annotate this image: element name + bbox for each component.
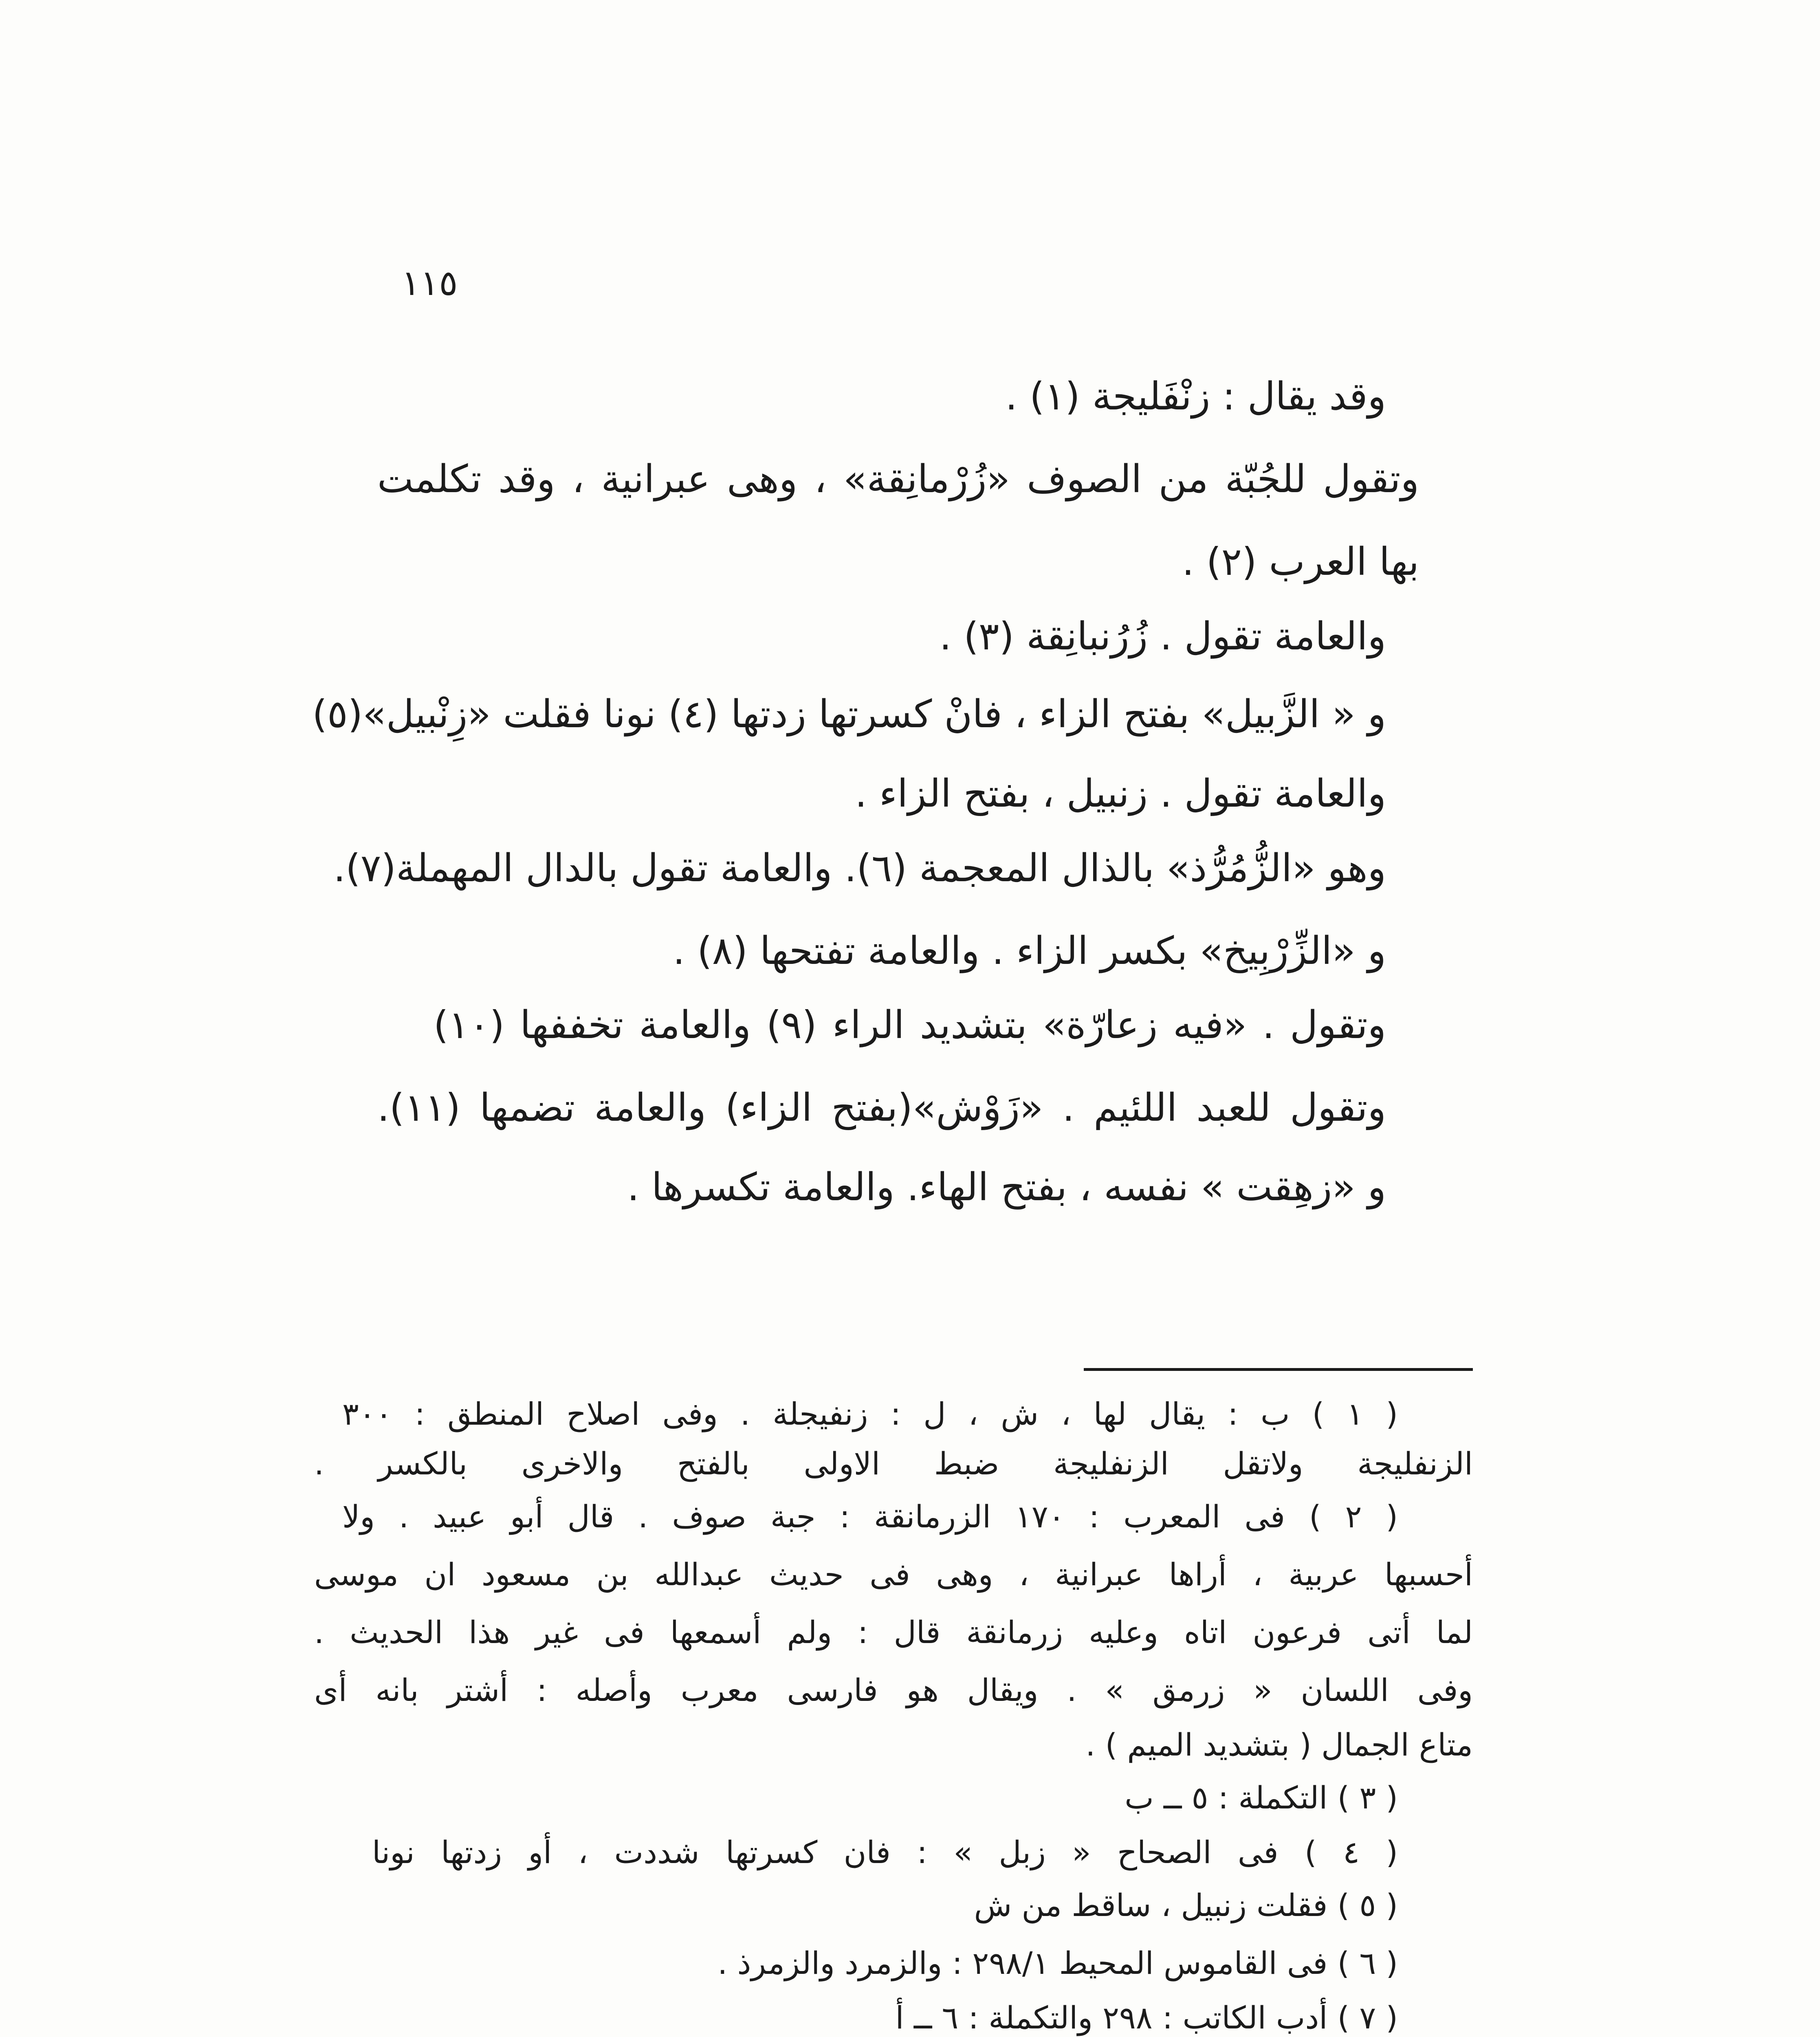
main-text-line: بها العرب (٢) . bbox=[1182, 540, 1419, 584]
footnote-line: ( ٦ ) فى القاموس المحيط ٢٩٨/١ : والزمرد والزمرذ . bbox=[717, 1945, 1398, 1981]
main-text-line: وقد يقال : زنْفَليجة (١) . bbox=[1005, 374, 1386, 419]
footnote-line: متاع الجمال ( بتشديد الميم ) . bbox=[1085, 1727, 1473, 1763]
footnote-line: ( ٣ ) التكملة : ٥ ــ ب bbox=[1125, 1780, 1398, 1816]
footnote-line: وفى اللسان « زرمق » . ويقال هو فارسى معرب وأصله : أشتر بانه أى bbox=[314, 1672, 1473, 1708]
main-text-line: وتقول للعبد اللئيم . «زَوْش»(بفتح الزاء) والعامة تضمها (١١). bbox=[377, 1086, 1386, 1130]
main-text-line: و « الزَّبيل» بفتح الزاء ، فانْ كسرتها زدتها (٤) نونا فقلت «زِنْبيل»(٥) bbox=[312, 692, 1386, 737]
footnote-separator bbox=[1084, 1368, 1473, 1371]
footnote-line: ( ٧ ) أدب الكاتب : ٢٩٨ والتكملة : ٦ ــ أ bbox=[895, 2000, 1398, 2036]
main-text-line: وهو «الزُّمُرُّذ» بالذال المعجمة (٦). والعامة تقول بالدال المهملة(٧). bbox=[333, 846, 1386, 891]
main-text-line: و «زهِقت » نفسه ، بفتح الهاء. والعامة تكسرها . bbox=[627, 1165, 1386, 1210]
main-text-line: والعامة تقول . زُرُنبانِقة (٣) . bbox=[939, 614, 1386, 659]
page-number: ١١٥ bbox=[401, 263, 458, 304]
footnote-line: ( ٢ ) فى المعرب : ١٧٠ الزرمانقة : جبة صوف . قال أبو عبيد . ولا bbox=[342, 1498, 1398, 1535]
footnote-line: الزنفليجة ولاتقل الزنفليجة ضبط الاولى بالفتح والاخرى بالكسر . bbox=[314, 1445, 1473, 1482]
footnote-line: أحسبها عربية ، أراها عبرانية ، وهى فى حديث عبدالله بن مسعود ان موسى bbox=[314, 1556, 1473, 1593]
footnote-line: ( ١ ) ب : يقال لها ، ش ، ل : زنفيجلة . وفى اصلاح المنطق : ٣٠٠ bbox=[342, 1396, 1398, 1432]
main-text-line: وتقول للجُبّة من الصوف «زُرْمانِقة» ، وهى عبرانية ، وقد تكلمت bbox=[377, 457, 1419, 502]
main-text-line: و «الزِّرْبِيخ» بكسر الزاء . والعامة تفتحها (٨) . bbox=[673, 929, 1386, 973]
main-text-line: والعامة تقول . زنبيل ، بفتح الزاء . bbox=[855, 772, 1386, 816]
footnote-line: ( ٥ ) فقلت زنبيل ، ساقط من ش bbox=[974, 1887, 1398, 1923]
footnote-line: لما أتى فرعون اتاه وعليه زرمانقة قال : ولم أسمعها فى غير هذا الحديث . bbox=[314, 1614, 1473, 1650]
footnote-line: ( ٤ ) فى الصحاح « زبل » : فان كسرتها شددت ، أو زدتها نونا bbox=[372, 1834, 1398, 1870]
main-text-line: وتقول . «فيه زعارّة» بتشديد الراء (٩) والعامة تخففها (١٠) bbox=[434, 1003, 1386, 1047]
